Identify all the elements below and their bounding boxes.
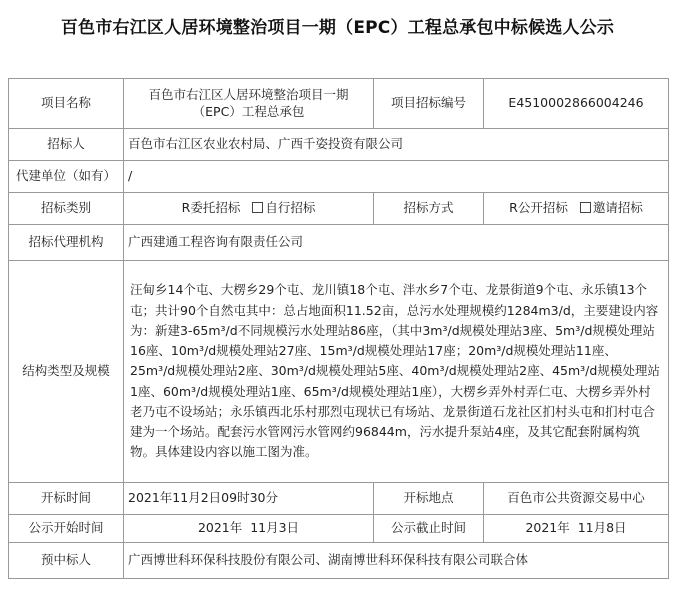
pub-start-value: 2021年 11月3日: [124, 515, 374, 543]
table-row: [9, 261, 669, 483]
project-name-value: 百色市右江区人居环境整治项目一期（EPC）工程总承包: [124, 79, 374, 129]
tender-type-options: [124, 193, 374, 225]
page-title: 百色市右江区人居环境整治项目一期（EPC）工程总承包中标候选人公示: [60, 18, 615, 38]
agent-unit-label: 代建单位（如有）: [9, 161, 124, 193]
open-time-label: 开标时间: [9, 483, 124, 515]
tender-type-option-self: 自行招标: [252, 200, 315, 215]
checkbox-icon: [252, 202, 263, 213]
tender-no-value: E4510002866004246: [484, 79, 669, 129]
pub-start-label: 公示开始时间: [9, 515, 124, 543]
tenderer-value: 百色市右江区农业农村局、广西千姿投资有限公司: [124, 129, 669, 161]
table-row: [9, 79, 669, 129]
tender-type-label: 招标类别: [9, 193, 124, 225]
open-place-label: 开标地点: [374, 483, 484, 515]
table-row: [9, 129, 669, 161]
pub-end-value: 2021年 11月8日: [484, 515, 669, 543]
structure-label: 结构类型及规模: [9, 261, 124, 483]
table-row: [9, 543, 669, 579]
open-time-value: 2021年11月2日09时30分: [124, 483, 374, 515]
tenderer-label: 招标人: [9, 129, 124, 161]
tender-method-option-invite: 邀请招标: [580, 200, 643, 215]
tender-method-label: 招标方式: [374, 193, 484, 225]
table-row: [9, 193, 669, 225]
table-row: [9, 515, 669, 543]
agency-label: 招标代理机构: [9, 225, 124, 261]
announcement-table: [8, 78, 669, 579]
tender-no-label: 项目招标编号: [374, 79, 484, 129]
agency-value: 广西建通工程咨询有限责任公司: [124, 225, 669, 261]
agent-unit-value: /: [124, 161, 669, 193]
table-row: [9, 161, 669, 193]
tender-type-option-entrusted: R委托招标: [181, 200, 241, 216]
checkbox-icon: [580, 202, 591, 213]
winner-label: 预中标人: [9, 543, 124, 579]
open-place-value: 百色市公共资源交易中心: [484, 483, 669, 515]
table-row: [9, 225, 669, 261]
tender-method-options: [484, 193, 669, 225]
structure-value: 汪甸乡14个屯、大楞乡29个屯、龙川镇18个屯、泮水乡7个屯、龙景街道9个屯、永乐镇13个屯；共计90个自然屯其中：总占地面积11.52亩，总污水处理规模约1284m3/d，主要建设内容为：新建3-65m³/d不同规模污水处理站86座，（其中3m³/d规模处理站3座、5m³/d规模处理站16座、10m³/d规模处理站27座、15m³/d规模处理站17座；20m³/d规模处理站11座、25m³/d规模处理站2座、30m³/d规模处理站5座、40m³/d规模处理站2座、45m³/d规模处理站1座、60m³/d规模处理站1座、65m³/d规模处理站1座），大楞乡弄外村弄仁屯、大楞乡弄外村老乃屯不设场站；永乐镇西北乐村那烈屯现状已有场站、龙景街道石龙社区扪村头屯和扪村屯合建为一个场站。配套污水管网污水管网约96844m，污水提升泵站4座，及其它配套附属构筑物。具体建设内容以施工图为准。: [124, 261, 669, 483]
table-row: [9, 483, 669, 515]
project-name-label: 项目名称: [9, 79, 124, 129]
tender-method-option-open: R公开招标: [509, 200, 568, 216]
winner-value: 广西博世科环保科技股份有限公司、湖南博世科环保科技有限公司联合体: [124, 543, 669, 579]
pub-end-label: 公示截止时间: [374, 515, 484, 543]
